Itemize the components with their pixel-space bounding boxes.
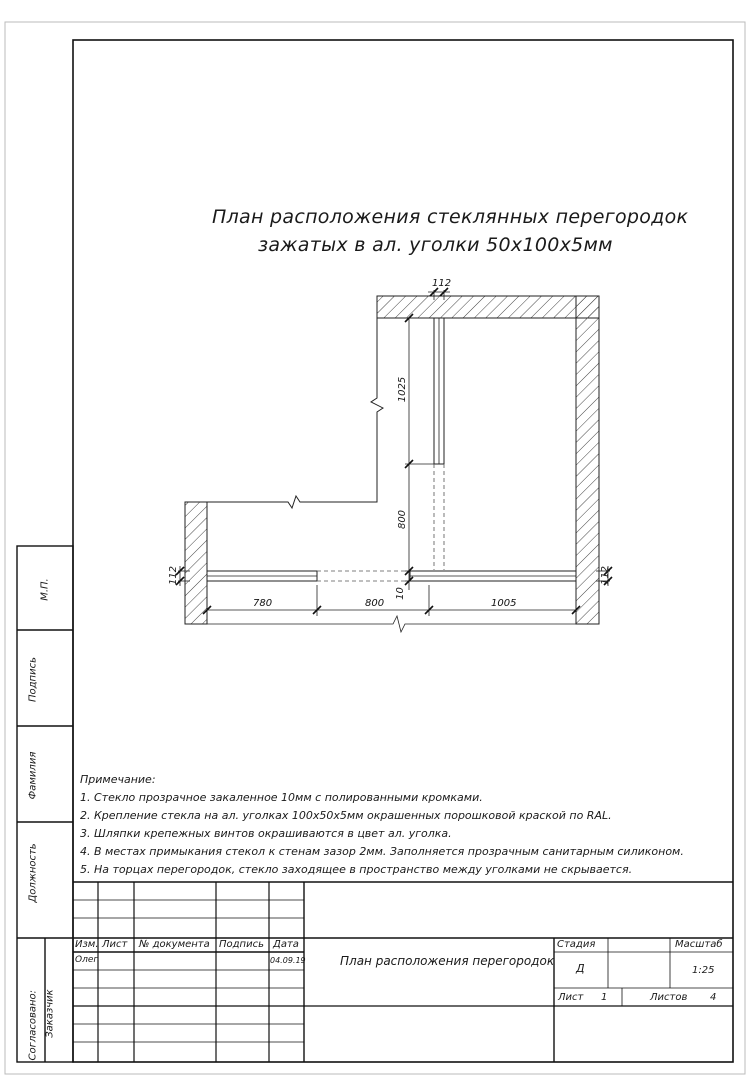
dim-gap-10: 10 [394, 587, 406, 600]
floor-plan [176, 288, 612, 632]
tb-sheets-value: 4 [710, 992, 717, 1003]
side-stamp-position: Должность [27, 843, 39, 903]
tb-header-change: Изм. [75, 939, 99, 950]
tb-header-docno: № документа [139, 939, 210, 950]
dim-bottom-800: 800 [365, 598, 385, 609]
tb-drawing-name: План расположения перегородок [340, 954, 555, 968]
drawing-title-line1: План расположения стеклянных перегородок [212, 206, 689, 228]
notes-heading: Примечание: [80, 773, 156, 786]
tb-sheets-label: Листов [650, 992, 688, 1003]
drawing-title-line2: зажатых в ал. уголки 50х100х5мм [258, 234, 613, 256]
note-item-1: 1. Стекло прозрачное закаленное 10мм с полированными кромками. [80, 791, 483, 804]
tb-sheet-value: 1 [601, 992, 608, 1003]
tb-row1-name: Олег [75, 955, 99, 965]
dim-top-112: 112 [432, 278, 452, 289]
wall-left [185, 502, 207, 624]
break-line-upper [207, 296, 383, 508]
outer-frame [5, 22, 745, 1074]
tb-stage-value: Д [576, 962, 585, 975]
tb-header-signature: Подпись [219, 939, 264, 950]
side-stamp-mp: М.П. [39, 578, 51, 601]
dim-bottom-780: 780 [253, 598, 273, 609]
note-item-3: 3. Шляпки крепежных винтов окрашиваются в цвет ал. уголка. [80, 827, 452, 840]
side-stamp-agreed: Согласовано: [27, 989, 39, 1061]
tb-row1-date: 04.09.19 [270, 956, 306, 965]
dim-vertical-1025: 1025 [397, 376, 409, 403]
tb-header-date: Дата [273, 939, 299, 950]
tb-stage-label: Стадия [557, 939, 596, 950]
side-stamp-signature: Подпись [27, 657, 39, 702]
note-item-2: 2. Крепление стекла на ал. уголках 100х50х5мм окрашенных порошковой краской по RAL. [80, 809, 612, 822]
dim-bottom-1005: 1005 [491, 598, 517, 609]
note-item-4: 4. В местах примыкания стекол к стенам зазор 2мм. Заполняется прозрачным санитарным силиконом. [80, 845, 684, 858]
tb-header-sheet: Лист [102, 939, 128, 950]
wall-right [576, 296, 599, 624]
side-stamp-customer: Заказчик [44, 989, 56, 1038]
tb-scale-value: 1:25 [692, 965, 715, 976]
dim-vertical-800: 800 [397, 509, 409, 530]
dim-right-112: 112 [600, 565, 612, 586]
tb-scale-label: Масштаб [675, 939, 723, 950]
note-item-5: 5. На торцах перегородок, стекло заходящее в пространство между уголками не скрывается. [80, 863, 633, 876]
inner-frame [73, 40, 733, 1062]
title-block-frame [73, 882, 733, 1062]
side-stamp-surname: Фамилия [27, 751, 39, 800]
tb-sheet-label: Лист [558, 992, 584, 1003]
dim-left-112: 112 [168, 565, 180, 586]
wall-top [377, 296, 599, 318]
